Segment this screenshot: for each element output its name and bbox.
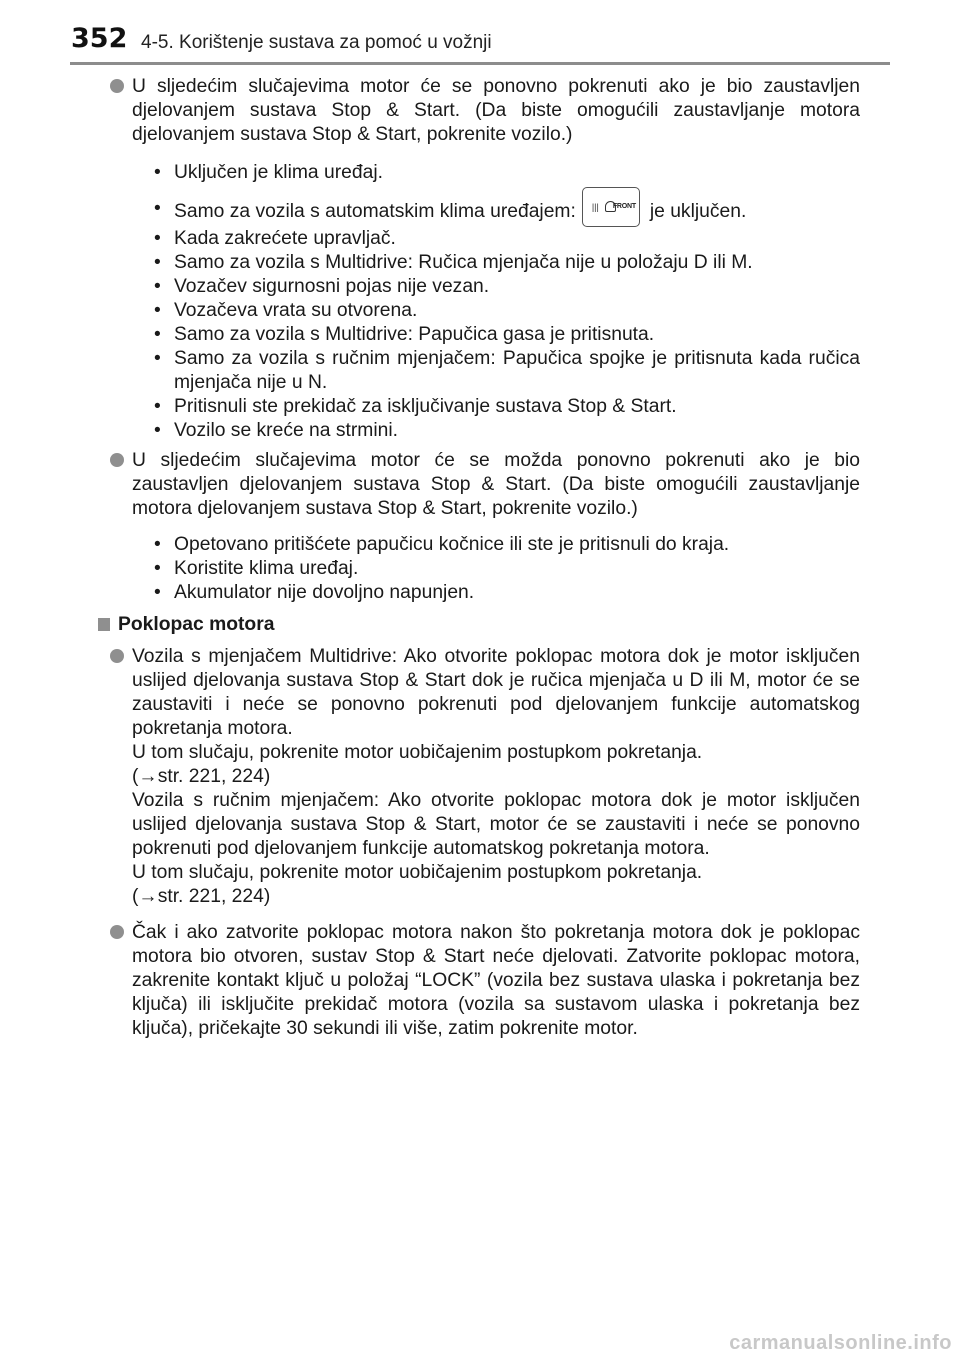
paragraph: U tom slučaju, pokrenite motor uobičajenim postupkom pokretanja. bbox=[132, 862, 703, 883]
page-number: 352 bbox=[71, 23, 128, 54]
list-item: • Samo za vozila s Multidrive: Ručica mjenjača nije u položaju D ili M. bbox=[154, 251, 860, 275]
hood-item-close bbox=[98, 921, 860, 1041]
bullet-dot-icon bbox=[110, 649, 124, 663]
hood-heading-text: Poklopac motora bbox=[118, 614, 275, 635]
list-item: • Vozačev sigurnosni pojas nije vezan. bbox=[154, 275, 860, 299]
paragraph: Vozila s ručnim mjenjačem: Ako otvorite poklopac motora dok je motor isključen uslijed djelovanja sustava Stop & Start, motor će se zaustaviti i neće se ponovno pokrenuti pod djelovanjem funkcije automatskog pokretanja motora. bbox=[132, 790, 860, 859]
watermark: carmanualsonline.info bbox=[729, 1332, 952, 1354]
paragraph: U tom slučaju, pokrenite motor uobičajenim postupkom pokretanja. bbox=[132, 742, 703, 763]
list-item: • Samo za vozila s ručnim mjenjačem: Papučica spojke je pritisnuta kada ručica mjenjača nije u N. bbox=[154, 347, 860, 395]
page-header bbox=[0, 0, 960, 58]
section-square-icon bbox=[98, 618, 110, 631]
page-reference: (→str. 221, 224) bbox=[132, 766, 271, 787]
list-item: • Akumulator nije dovoljno napunjen. bbox=[154, 581, 860, 605]
list-item: • Kada zakrećete upravljač. bbox=[154, 227, 860, 251]
section-title: 4-5. Korištenje sustava za pomoć u vožnji bbox=[141, 32, 492, 53]
hood-item-open bbox=[98, 645, 860, 909]
list-item: • Pritisnuli ste prekidač za isključivanje sustava Stop & Start. bbox=[154, 395, 860, 419]
front-defogger-button-icon: ||| FRONT bbox=[582, 187, 640, 227]
list-item-text: Samo za vozila s automatskim klima uređajem: bbox=[174, 201, 576, 223]
possible-restart-list bbox=[98, 533, 860, 605]
button-suffix: je uključen. bbox=[649, 201, 747, 223]
bullet-dot-icon bbox=[110, 925, 124, 939]
restart-conditions-item bbox=[98, 75, 860, 147]
restart-conditions-list bbox=[98, 161, 860, 443]
list-item: • Samo za vozila s Multidrive: Papučica gasa je pritisnuta. bbox=[154, 323, 860, 347]
button-label: FRONT bbox=[612, 203, 636, 210]
page-reference: (→str. 221, 224) bbox=[132, 886, 271, 907]
possible-restart-item bbox=[98, 449, 860, 521]
list-item: • Koristite klima uređaj. bbox=[154, 557, 860, 581]
possible-restart-text: U sljedećim slučajevima motor će se možda ponovno pokrenuti ako je bio zaustavljen djelovanjem sustava Stop & Start. (Da biste omogućili zaustavljanje motora djelovanjem sustava Stop & Start, pokrenite vozilo.) bbox=[132, 450, 860, 519]
list-item: • Uključen je klima uređaj. bbox=[154, 161, 860, 185]
hood-section bbox=[98, 645, 860, 1041]
hood-section-heading bbox=[98, 613, 860, 637]
page-content bbox=[98, 75, 860, 1041]
header-divider bbox=[70, 62, 890, 65]
paragraph: Vozila s mjenjačem Multidrive: Ako otvorite poklopac motora dok je motor isključen uslijed djelovanja sustava Stop & Start dok je ručica mjenjača u D ili M, motor će se zaustaviti i neće se ponovno pokrenuti pod djelovanjem funkcije automatskog pokretanja motora. bbox=[132, 646, 860, 739]
list-item: • Vozačeva vrata su otvorena. bbox=[154, 299, 860, 323]
bullet-dot-icon bbox=[110, 79, 124, 93]
paragraph: Čak i ako zatvorite poklopac motora nakon što pokretanja motora dok je poklopac motora bio otvoren, sustav Stop & Start neće djelovati. Zatvorite poklopac motora, zakrenite kontakt ključ u položaj “LOCK” (vozila bez sustava ulaska i pokretanja bez ključa) ili isključite prekidač motora (vozila sa sustavom ulaska i pokretanja bez ključa), pričekajte 30 sekundi ili više, zatim pokrenite motor. bbox=[132, 922, 860, 1039]
list-item: • Vozilo se kreće na strmini. bbox=[154, 419, 860, 443]
list-item bbox=[154, 197, 860, 227]
list-item: • Opetovano pritišćete papučicu kočnice ili ste je pritisnuli do kraja. bbox=[154, 533, 860, 557]
restart-conditions-text: U sljedećim slučajevima motor će se ponovno pokrenuti ako je bio zaustavljen djelovanjem sustava Stop & Start. (Da biste omogućili zaustavljanje motora djelovanjem sustava Stop & Start, pokrenite vozilo.) bbox=[132, 76, 860, 145]
bullet-dot-icon bbox=[110, 453, 124, 467]
